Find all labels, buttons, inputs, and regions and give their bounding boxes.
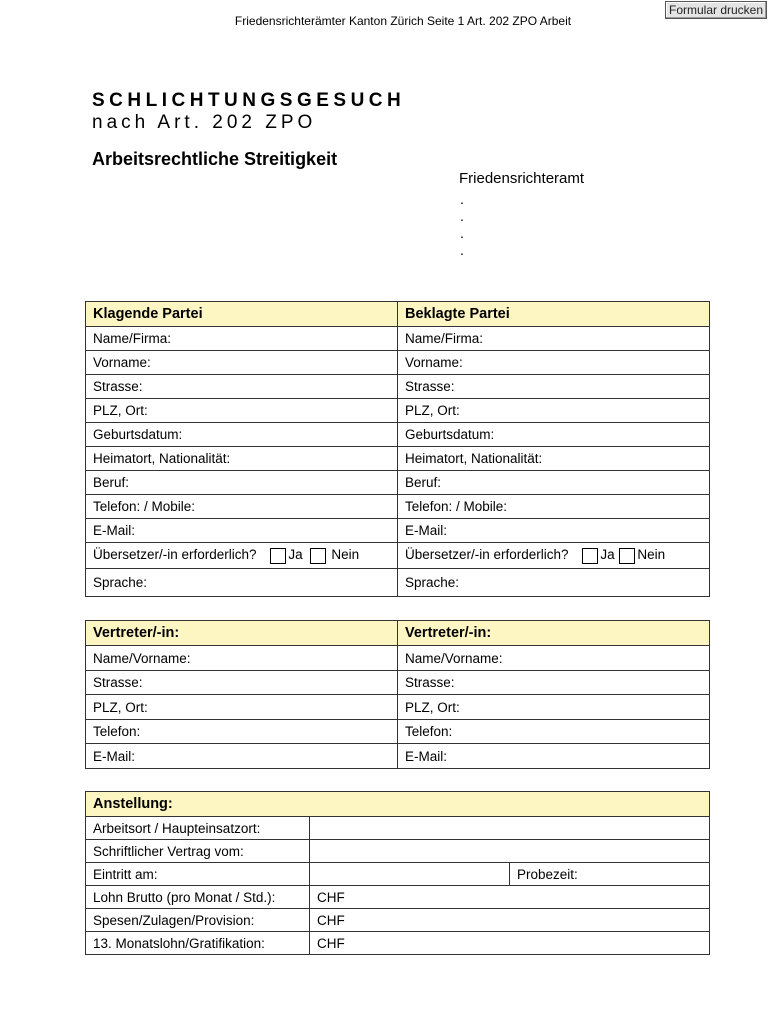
- plaintiff-translator-row: [86, 543, 398, 569]
- plaintiff-translator-no-checkbox[interactable]: [310, 548, 326, 564]
- thirteenth-salary-label: 13. Monatslohn/Gratifikation:: [86, 932, 310, 955]
- address-label: Friedensrichteramt: [459, 170, 585, 187]
- plaintiff-street-field[interactable]: Strasse:: [86, 375, 398, 399]
- plaintiff-rep-zip-city-field[interactable]: PLZ, Ort:: [86, 695, 398, 720]
- document-subtitle: Arbeitsrechtliche Streitigkeit: [92, 149, 338, 169]
- defendant-rep-name-field[interactable]: Name/Vorname:: [398, 646, 710, 671]
- defendant-translator-row: [398, 543, 710, 569]
- contract-date-label: Schriftlicher Vertrag vom:: [86, 840, 310, 863]
- plaintiff-translator-label: Übersetzer/-in erforderlich?: [93, 547, 257, 563]
- plaintiff-rep-name-field[interactable]: Name/Vorname:: [86, 646, 398, 671]
- defendant-rep-street-field[interactable]: Strasse:: [398, 671, 710, 695]
- defendant-street-field[interactable]: Strasse:: [398, 375, 710, 399]
- plaintiff-language-field[interactable]: Sprache:: [86, 569, 398, 597]
- plaintiff-name-field[interactable]: Name/Firma:: [86, 327, 398, 351]
- plaintiff-phone-field[interactable]: Telefon: / Mobile:: [86, 495, 398, 519]
- plaintiff-rep-street-field[interactable]: Strasse:: [86, 671, 398, 695]
- defendant-header: Beklagte Partei: [398, 302, 710, 327]
- plaintiff-representative-header: Vertreter/-in:: [86, 621, 398, 646]
- defendant-rep-email-field[interactable]: E-Mail:: [398, 744, 710, 769]
- salary-input[interactable]: CHF: [310, 886, 710, 909]
- contract-date-input[interactable]: [310, 840, 710, 863]
- expenses-label: Spesen/Zulagen/Provision:: [86, 909, 310, 932]
- employment-table: [85, 791, 710, 955]
- defendant-representative-header: Vertreter/-in:: [398, 621, 710, 646]
- plaintiff-translator-yes-checkbox[interactable]: [270, 548, 286, 564]
- start-date-input[interactable]: [310, 863, 510, 886]
- plaintiff-origin-nationality-field[interactable]: Heimatort, Nationalität:: [86, 447, 398, 471]
- defendant-rep-zip-city-field[interactable]: PLZ, Ort:: [398, 695, 710, 720]
- address-line-2[interactable]: .: [460, 208, 464, 224]
- defendant-translator-yes-checkbox[interactable]: [582, 548, 598, 564]
- employment-header: Anstellung:: [86, 792, 710, 817]
- address-line-4[interactable]: .: [460, 242, 464, 258]
- defendant-email-field[interactable]: E-Mail:: [398, 519, 710, 543]
- defendant-birthdate-field[interactable]: Geburtsdatum:: [398, 423, 710, 447]
- defendant-translator-no-checkbox[interactable]: [619, 548, 635, 564]
- defendant-rep-phone-field[interactable]: Telefon:: [398, 720, 710, 744]
- plaintiff-translator-yes-label: Ja: [288, 547, 303, 563]
- defendant-phone-field[interactable]: Telefon: / Mobile:: [398, 495, 710, 519]
- defendant-translator-no-label: Nein: [637, 547, 666, 563]
- defendant-profession-field[interactable]: Beruf:: [398, 471, 710, 495]
- plaintiff-profession-field[interactable]: Beruf:: [86, 471, 398, 495]
- parties-table: [85, 301, 710, 597]
- defendant-translator-label: Übersetzer/-in erforderlich?: [405, 547, 569, 563]
- plaintiff-header: Klagende Partei: [86, 302, 398, 327]
- plaintiff-rep-phone-field[interactable]: Telefon:: [86, 720, 398, 744]
- address-line-1[interactable]: .: [460, 191, 464, 207]
- defendant-zip-city-field[interactable]: PLZ, Ort:: [398, 399, 710, 423]
- plaintiff-email-field[interactable]: E-Mail:: [86, 519, 398, 543]
- document-title: SCHLICHTUNGSGESUCH: [92, 90, 406, 111]
- plaintiff-translator-no-label: Nein: [331, 547, 360, 563]
- plaintiff-rep-email-field[interactable]: E-Mail:: [86, 744, 398, 769]
- defendant-translator-yes-label: Ja: [600, 547, 615, 563]
- document-title-subline: nach Art. 202 ZPO: [92, 112, 317, 133]
- print-form-button[interactable]: Formular drucken: [665, 1, 767, 19]
- defendant-firstname-field[interactable]: Vorname:: [398, 351, 710, 375]
- expenses-input[interactable]: CHF: [310, 909, 710, 932]
- page-header: Friedensrichterämter Kanton Zürich Seite 1 Art. 202 ZPO Arbeit: [234, 14, 572, 28]
- address-line-3[interactable]: .: [460, 225, 464, 241]
- workplace-label: Arbeitsort / Haupteinsatzort:: [86, 817, 310, 840]
- defendant-language-field[interactable]: Sprache:: [398, 569, 710, 597]
- thirteenth-salary-input[interactable]: CHF: [310, 932, 710, 955]
- representatives-table: [85, 620, 710, 769]
- plaintiff-birthdate-field[interactable]: Geburtsdatum:: [86, 423, 398, 447]
- plaintiff-zip-city-field[interactable]: PLZ, Ort:: [86, 399, 398, 423]
- defendant-name-field[interactable]: Name/Firma:: [398, 327, 710, 351]
- start-date-label: Eintritt am:: [86, 863, 310, 886]
- defendant-origin-nationality-field[interactable]: Heimatort, Nationalität:: [398, 447, 710, 471]
- probation-field[interactable]: Probezeit:: [510, 863, 710, 886]
- plaintiff-firstname-field[interactable]: Vorname:: [86, 351, 398, 375]
- workplace-input[interactable]: [310, 817, 710, 840]
- salary-label: Lohn Brutto (pro Monat / Std.):: [86, 886, 310, 909]
